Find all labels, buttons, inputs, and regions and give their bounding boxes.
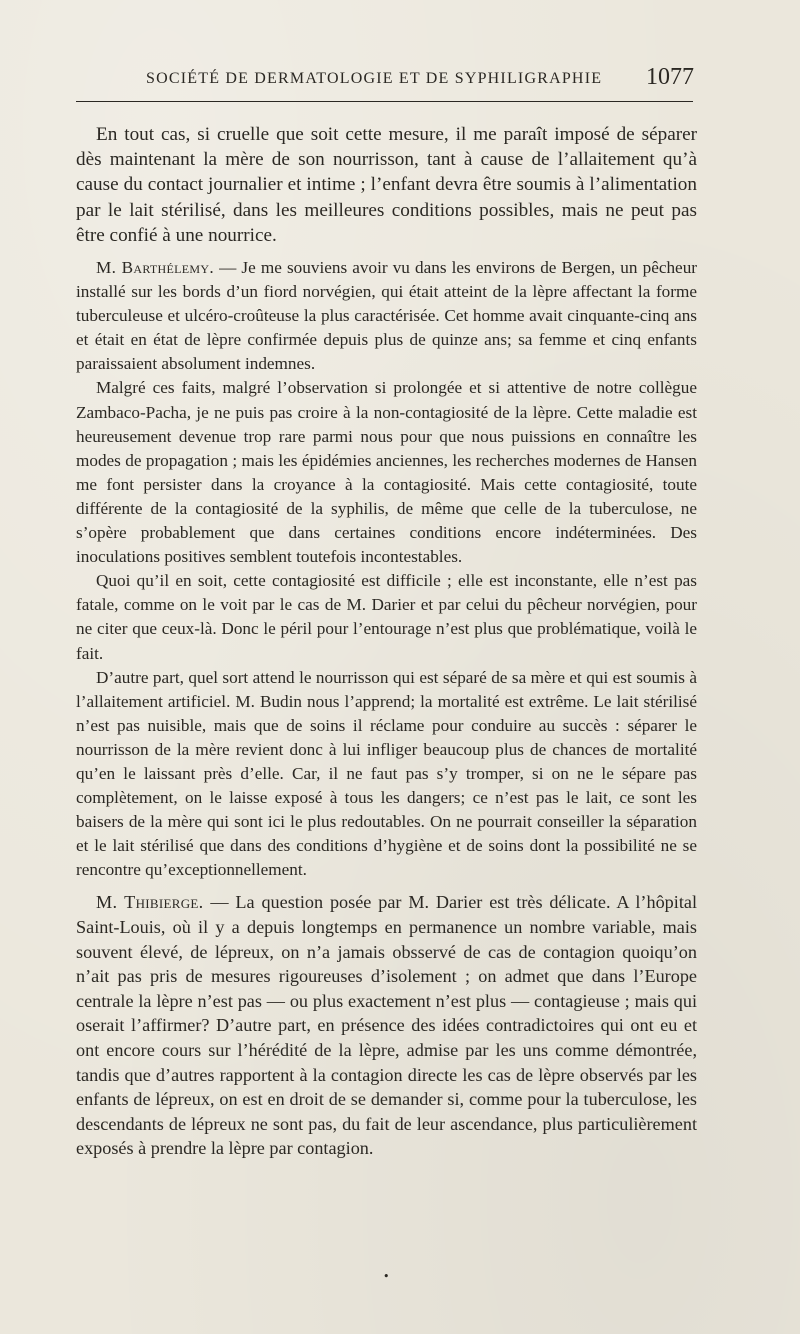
header-rule: [76, 101, 693, 102]
footer-mark: •: [383, 1270, 390, 1283]
paragraph-6: [76, 890, 697, 1161]
article-body: [76, 122, 697, 1161]
page-number: 1077: [646, 64, 694, 90]
paragraph-5: D’autre part, quel sort attend le nourrisson qui est séparé de sa mère et qui est soumis à l’allaitement artificiel. M. Budin nous l’apprend; la mortalité est extrême. Le lait stérilisé n’est pas nuisible, mais que de soins il réclame pour conduire au succès : séparer le nourrisson de la mère revient donc à lui infliger beaucoup plus de chances de mortalité qu’en le laissant près d’elle. Car, il ne faut pas s’y tromper, si on ne le sépare pas complètement, on le laisse exposé à tous les dangers; ce n’est pas le lait, ce sont les baisers de la mère qui sont ici le plus redoutables. On ne pourrait conseiller la séparation et le lait stérilisé que dans des conditions d’hygiène et de soins dont la possibilité ne se rencontre qu’exceptionnellement.: [76, 667, 697, 880]
speaker-name: M. Thibierge.: [96, 892, 204, 913]
paragraph-4: Quoi qu’il en soit, cette contagiosité est difficile ; elle est inconstante, elle n’est pas fatale, comme on le voit par le cas de M. Darier et par celui du pêcheur norvégien, pour ne citer que ceux-là. Donc le péril pour l’entourage n’est plus que problématique, voilà le fait.: [76, 571, 697, 663]
paragraph-6-text: — La question posée par M. Darier est très délicate. A l’hôpital Saint-Louis, où il y a depuis longtemps en permanence un nombre variable, mais souvent élevé, de lépreux, on n’a jamais obsservé de cas de contagion quoiqu’on n’ait pas pris de mesures rigoureuses d’isolement ; on admet que dans l’Europe centrale la lèpre n’est pas — ou plus exactement n’est plus — contagieuse ; mais qui oserait l’affirmer? D’autre part, en présence des idées contradictoires qui ont eu et ont encore cours sur l’hérédité de la lèpre, admise par les uns comme démontrée, tandis que d’autres rapportent à la contagion directe les cas de lèpre observés par les enfants de lépreux, on est en droit de se demander si, comme pour la tuberculose, les descendants de lépreux ne sont pas, du fait de leur ascendance, plus particulièrement exposés à prendre la lèpre par contagion.: [76, 892, 697, 1159]
speaker-name: M. Barthélemy.: [96, 258, 214, 278]
paragraph-3: Malgré ces faits, malgré l’observation si prolongée et si attentive de notre collègue Zambaco-Pacha, je ne puis pas croire à la non-contagiosité de la lèpre. Cette maladie est heureusement devenue trop rare parmi nous pour que nous puissions en connaître les modes de propagation ; mais les épidémies anciennes, les recherches modernes de Hansen me font persister dans la croyance à la contagiosité. Mais cette contagiosité, toute différente de la contagiosité de la syphilis, de même que celle de la tuberculose, ne s’opère probablement que dans certaines conditions encore indéterminées. Des inoculations positives semblent toutefois incontestables.: [76, 378, 697, 567]
paragraph-2-text: — Je me souviens avoir vu dans les environs de Bergen, un pêcheur installé sur les bords d’un fiord norvégien, qui était atteint de la lèpre affectant la forme tuberculeuse et ulcéro-croûteuse la plus caractérisée. Cet homme avait cinquante-cinq ans et était en état de lèpre confirmée depuis plus de quinze ans; sa femme et cinq enfants paraissaient absolument indemnes.: [76, 258, 698, 374]
paragraph-1: En tout cas, si cruelle que soit cette mesure, il me paraît imposé de séparer dès maintenant la mère de son nourrisson, tant à cause de l’allaitement qu’à cause du contact journalier et intime ; l’enfant devra être soumis à l’alimentation par le lait stérilisé, dans les meilleures conditions possibles, mais ne peut pas être confié à une nourrice.: [76, 124, 697, 246]
running-title: SOCIÉTÉ DE DERMATOLOGIE ET DE SYPHILIGRAPHIE: [146, 70, 603, 87]
page-header: [76, 64, 698, 100]
paragraph-2: [76, 256, 697, 376]
